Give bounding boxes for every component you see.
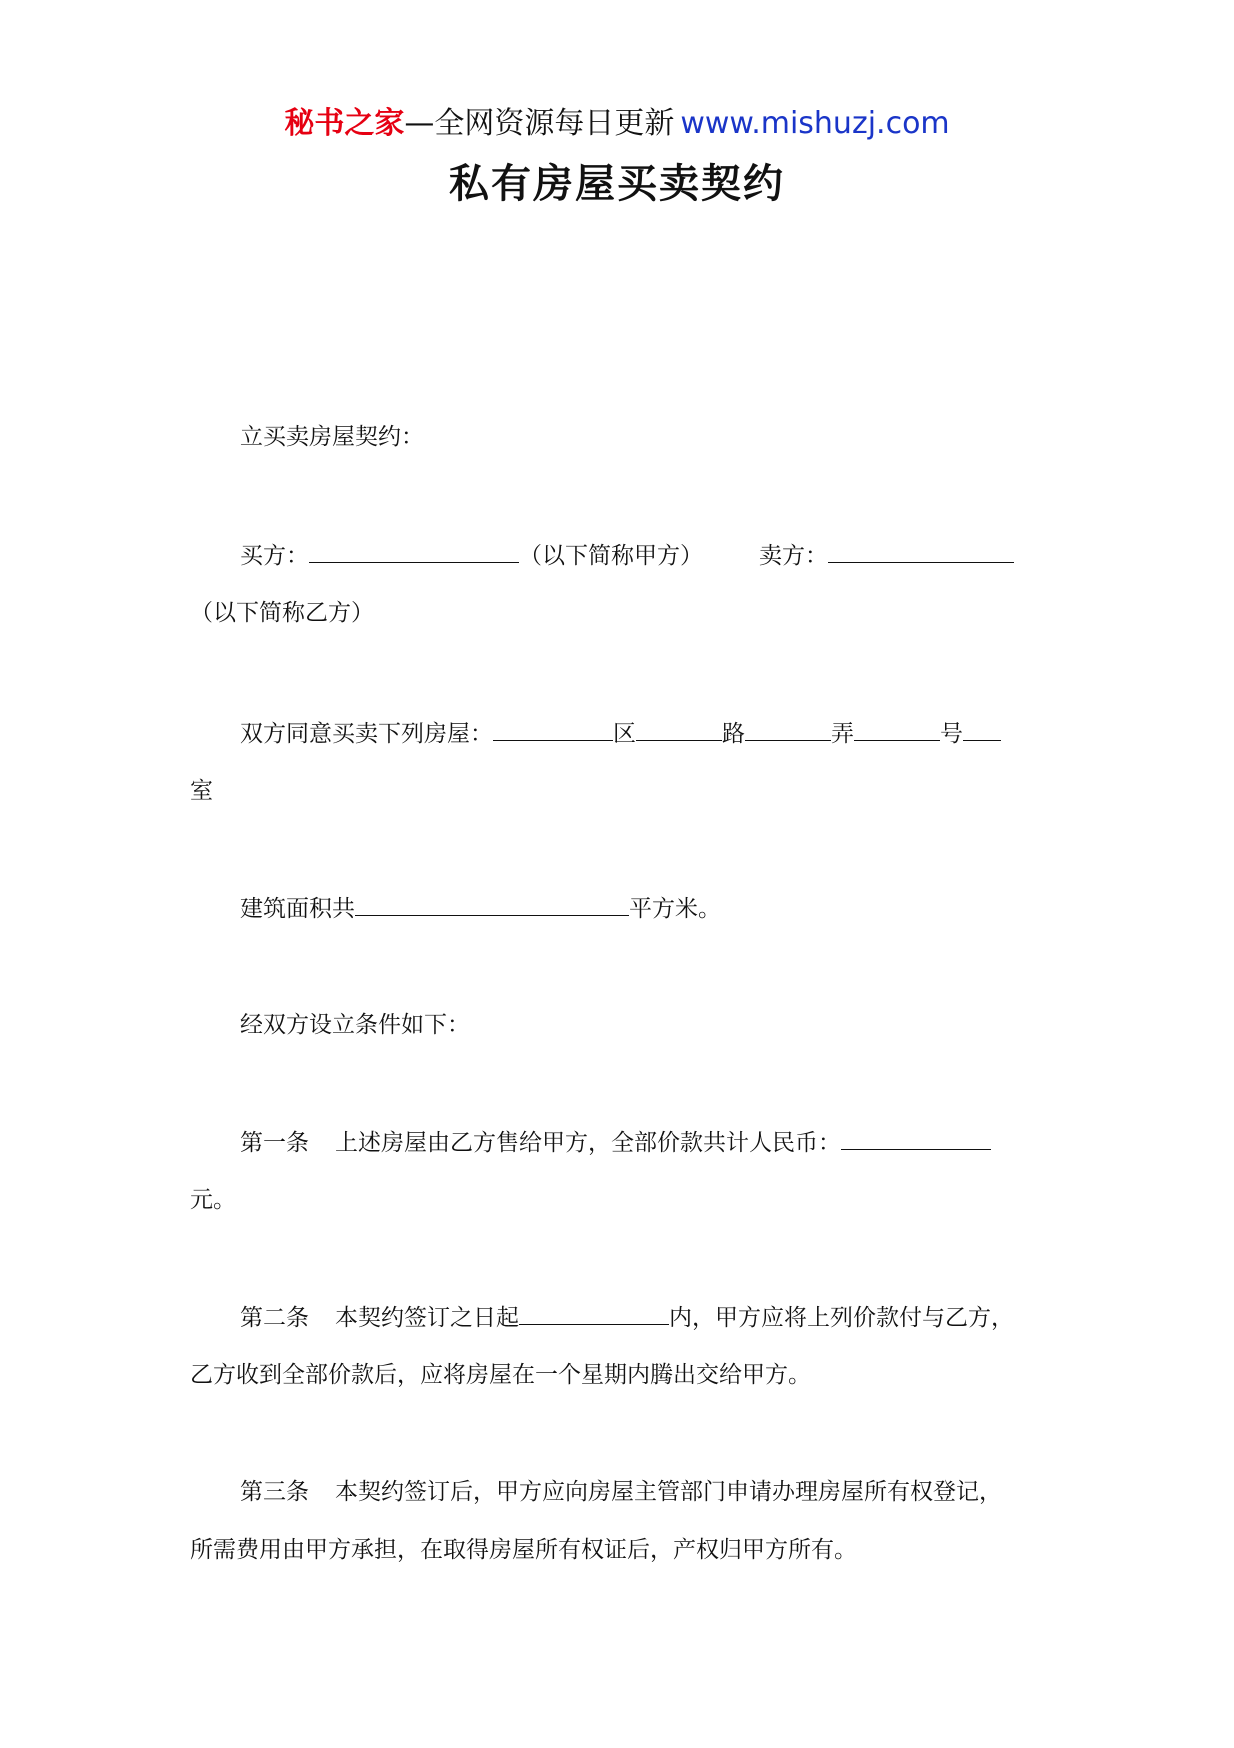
clause2-line [240, 1302, 1014, 1333]
area-line [240, 893, 721, 924]
clause3-line-2 [190, 1535, 857, 1565]
clause1-label: 第一条 [240, 1130, 309, 1156]
buyer-name-blank[interactable] [309, 540, 519, 563]
site-header [0, 104, 1234, 144]
number-label: 号 [940, 721, 963, 747]
district-blank[interactable] [493, 718, 613, 741]
clause3-line [240, 1477, 1002, 1507]
seller-note: （以下简称乙方） [190, 600, 374, 626]
number-blank[interactable] [854, 718, 940, 741]
lane-blank[interactable] [745, 718, 831, 741]
clause1-line-2 [190, 1185, 236, 1215]
buyer-note: （以下简称甲方） [519, 543, 703, 569]
road-blank[interactable] [636, 718, 722, 741]
clause2-line-2 [190, 1360, 811, 1390]
clause2-label: 第二条 [240, 1305, 309, 1331]
road-label: 路 [722, 721, 745, 747]
clause3-continuation: 所需费用由甲方承担，在取得房屋所有权证后，产权归甲方所有。 [190, 1537, 857, 1563]
buyer-label: 买方： [240, 543, 309, 569]
clause2-continuation: 乙方收到全部价款后，应将房屋在一个星期内腾出交给甲方。 [190, 1362, 811, 1388]
brand-name: 秘书之家 [284, 106, 405, 141]
address-prefix: 双方同意买卖下列房屋： [240, 721, 493, 747]
conditions-line [240, 1010, 470, 1040]
room-blank[interactable] [963, 718, 1001, 741]
clause1-text: 上述房屋由乙方售给甲方，全部价款共计人民币： [335, 1130, 841, 1156]
conditions-text: 经双方设立条件如下： [240, 1012, 470, 1038]
clause2-text-a: 本契约签订之日起 [335, 1305, 519, 1331]
payment-period-blank[interactable] [519, 1302, 669, 1325]
intro-line [240, 422, 424, 452]
area-prefix: 建筑面积共 [240, 896, 355, 922]
seller-label: 卖方： [759, 543, 828, 569]
address-line-2 [190, 776, 213, 806]
price-blank[interactable] [841, 1127, 991, 1150]
site-url-link[interactable]: www.mishuzj.com [680, 106, 950, 141]
document-title: 私有房屋买卖契约 [449, 161, 785, 207]
address-line [240, 718, 1001, 749]
clause3-text: 本契约签订后，甲方应向房屋主管部门申请办理房屋所有权登记， [335, 1479, 1002, 1505]
area-blank[interactable] [355, 893, 629, 916]
area-unit: 平方米。 [629, 896, 721, 922]
room-label: 室 [190, 778, 213, 804]
clause1-end: 元。 [190, 1187, 236, 1213]
clause1-line [240, 1127, 991, 1158]
parties-line-2 [190, 598, 374, 628]
parties-line [240, 540, 1014, 571]
intro-text: 立买卖房屋契约： [240, 424, 424, 450]
header-slogan: —全网资源每日更新 [404, 106, 675, 141]
clause3-label: 第三条 [240, 1479, 309, 1505]
district-label: 区 [613, 721, 636, 747]
seller-name-blank[interactable] [828, 540, 1014, 563]
clause2-text-b: 内，甲方应将上列价款付与乙方， [669, 1305, 1014, 1331]
lane-label: 弄 [831, 721, 854, 747]
